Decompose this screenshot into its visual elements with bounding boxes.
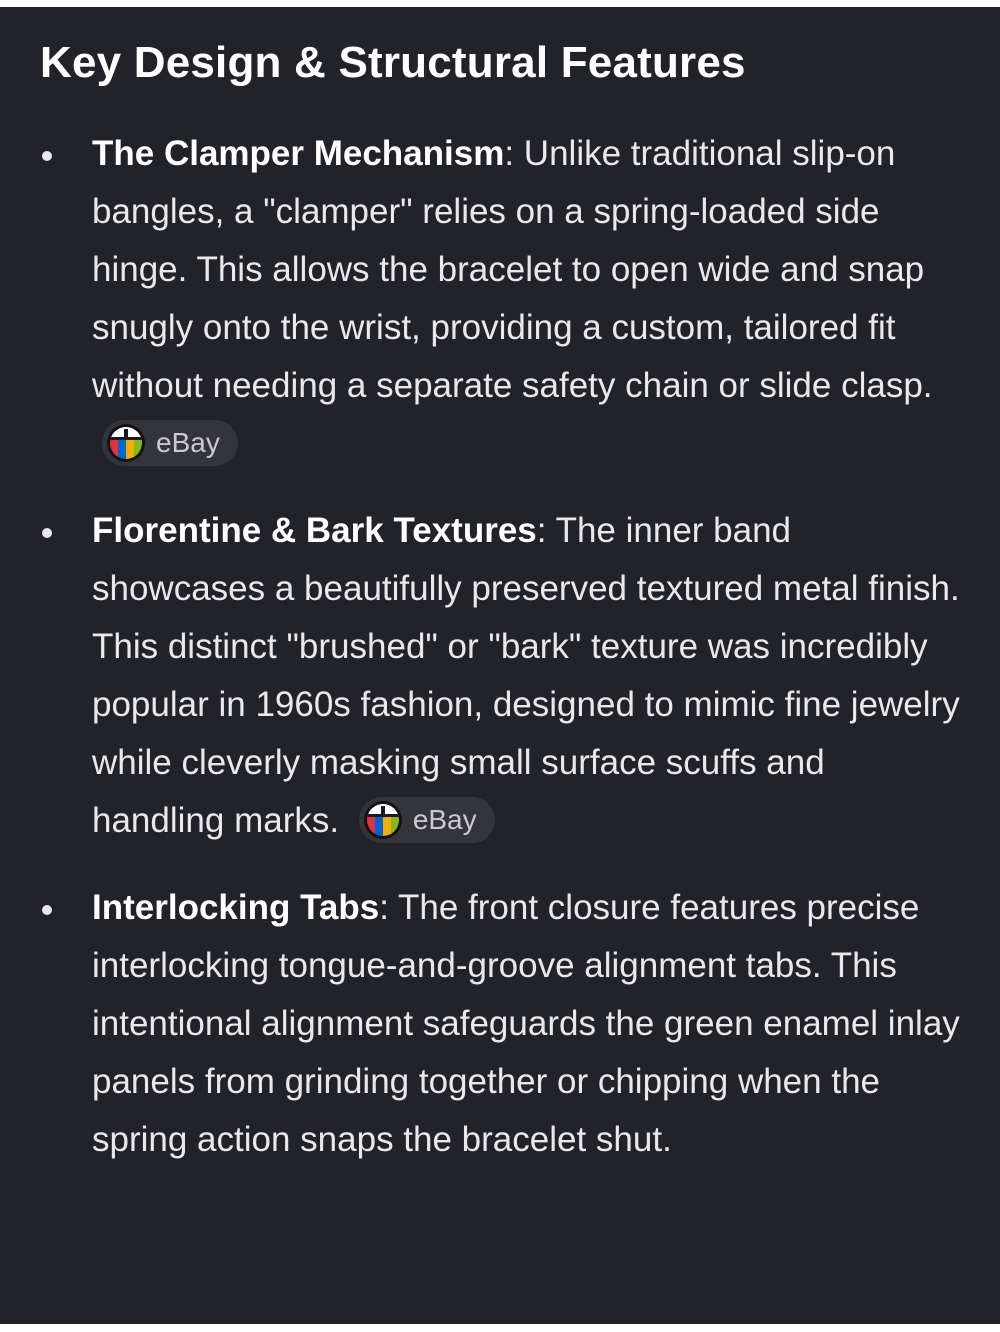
ebay-logo-icon: [363, 800, 403, 840]
list-item: [40, 879, 960, 1169]
feature-description: The inner band showcases a beautifully preserved textured metal finish. This distinct "brushed" or "bark" texture was incredibly popular in 1960s fashion, designed to mimic fine jewelry while cleverly masking small surface scuffs and handling marks.: [92, 511, 960, 840]
feature-description: Unlike traditional slip-on bangles, a "clamper" relies on a spring-loaded side hinge. This allows the bracelet to open wide and snap snugly onto the wrist, providing a custom, tailored fit without needing a separate safety chain or slide clasp.: [92, 134, 933, 405]
ebay-logo-icon: [106, 423, 146, 463]
bullet-dot: [42, 905, 52, 915]
list-item: [40, 125, 960, 473]
feature-term: Florentine & Bark Textures: [92, 511, 537, 550]
feature-description: The front closure features precise interlocking tongue-and-groove alignment tabs. This intentional alignment safeguards the green enamel inlay panels from grinding together or chipping when the spring action snaps the bracelet shut.: [92, 888, 960, 1159]
term-separator: :: [379, 888, 399, 927]
list-item: [40, 502, 960, 850]
feature-term: Interlocking Tabs: [92, 888, 380, 927]
source-chip-ebay[interactable]: [359, 797, 495, 843]
bullet-dot: [42, 528, 52, 538]
term-separator: :: [536, 511, 556, 550]
source-chip-ebay[interactable]: [102, 420, 238, 466]
feature-list: [40, 125, 960, 1169]
feature-term: The Clamper Mechanism: [92, 134, 505, 173]
term-separator: :: [504, 134, 524, 173]
bullet-dot: [42, 151, 52, 161]
content-panel: [0, 7, 1000, 1324]
source-label: eBay: [156, 426, 220, 458]
source-label: eBay: [412, 803, 477, 835]
section-heading: Key Design & Structural Features: [40, 38, 746, 87]
